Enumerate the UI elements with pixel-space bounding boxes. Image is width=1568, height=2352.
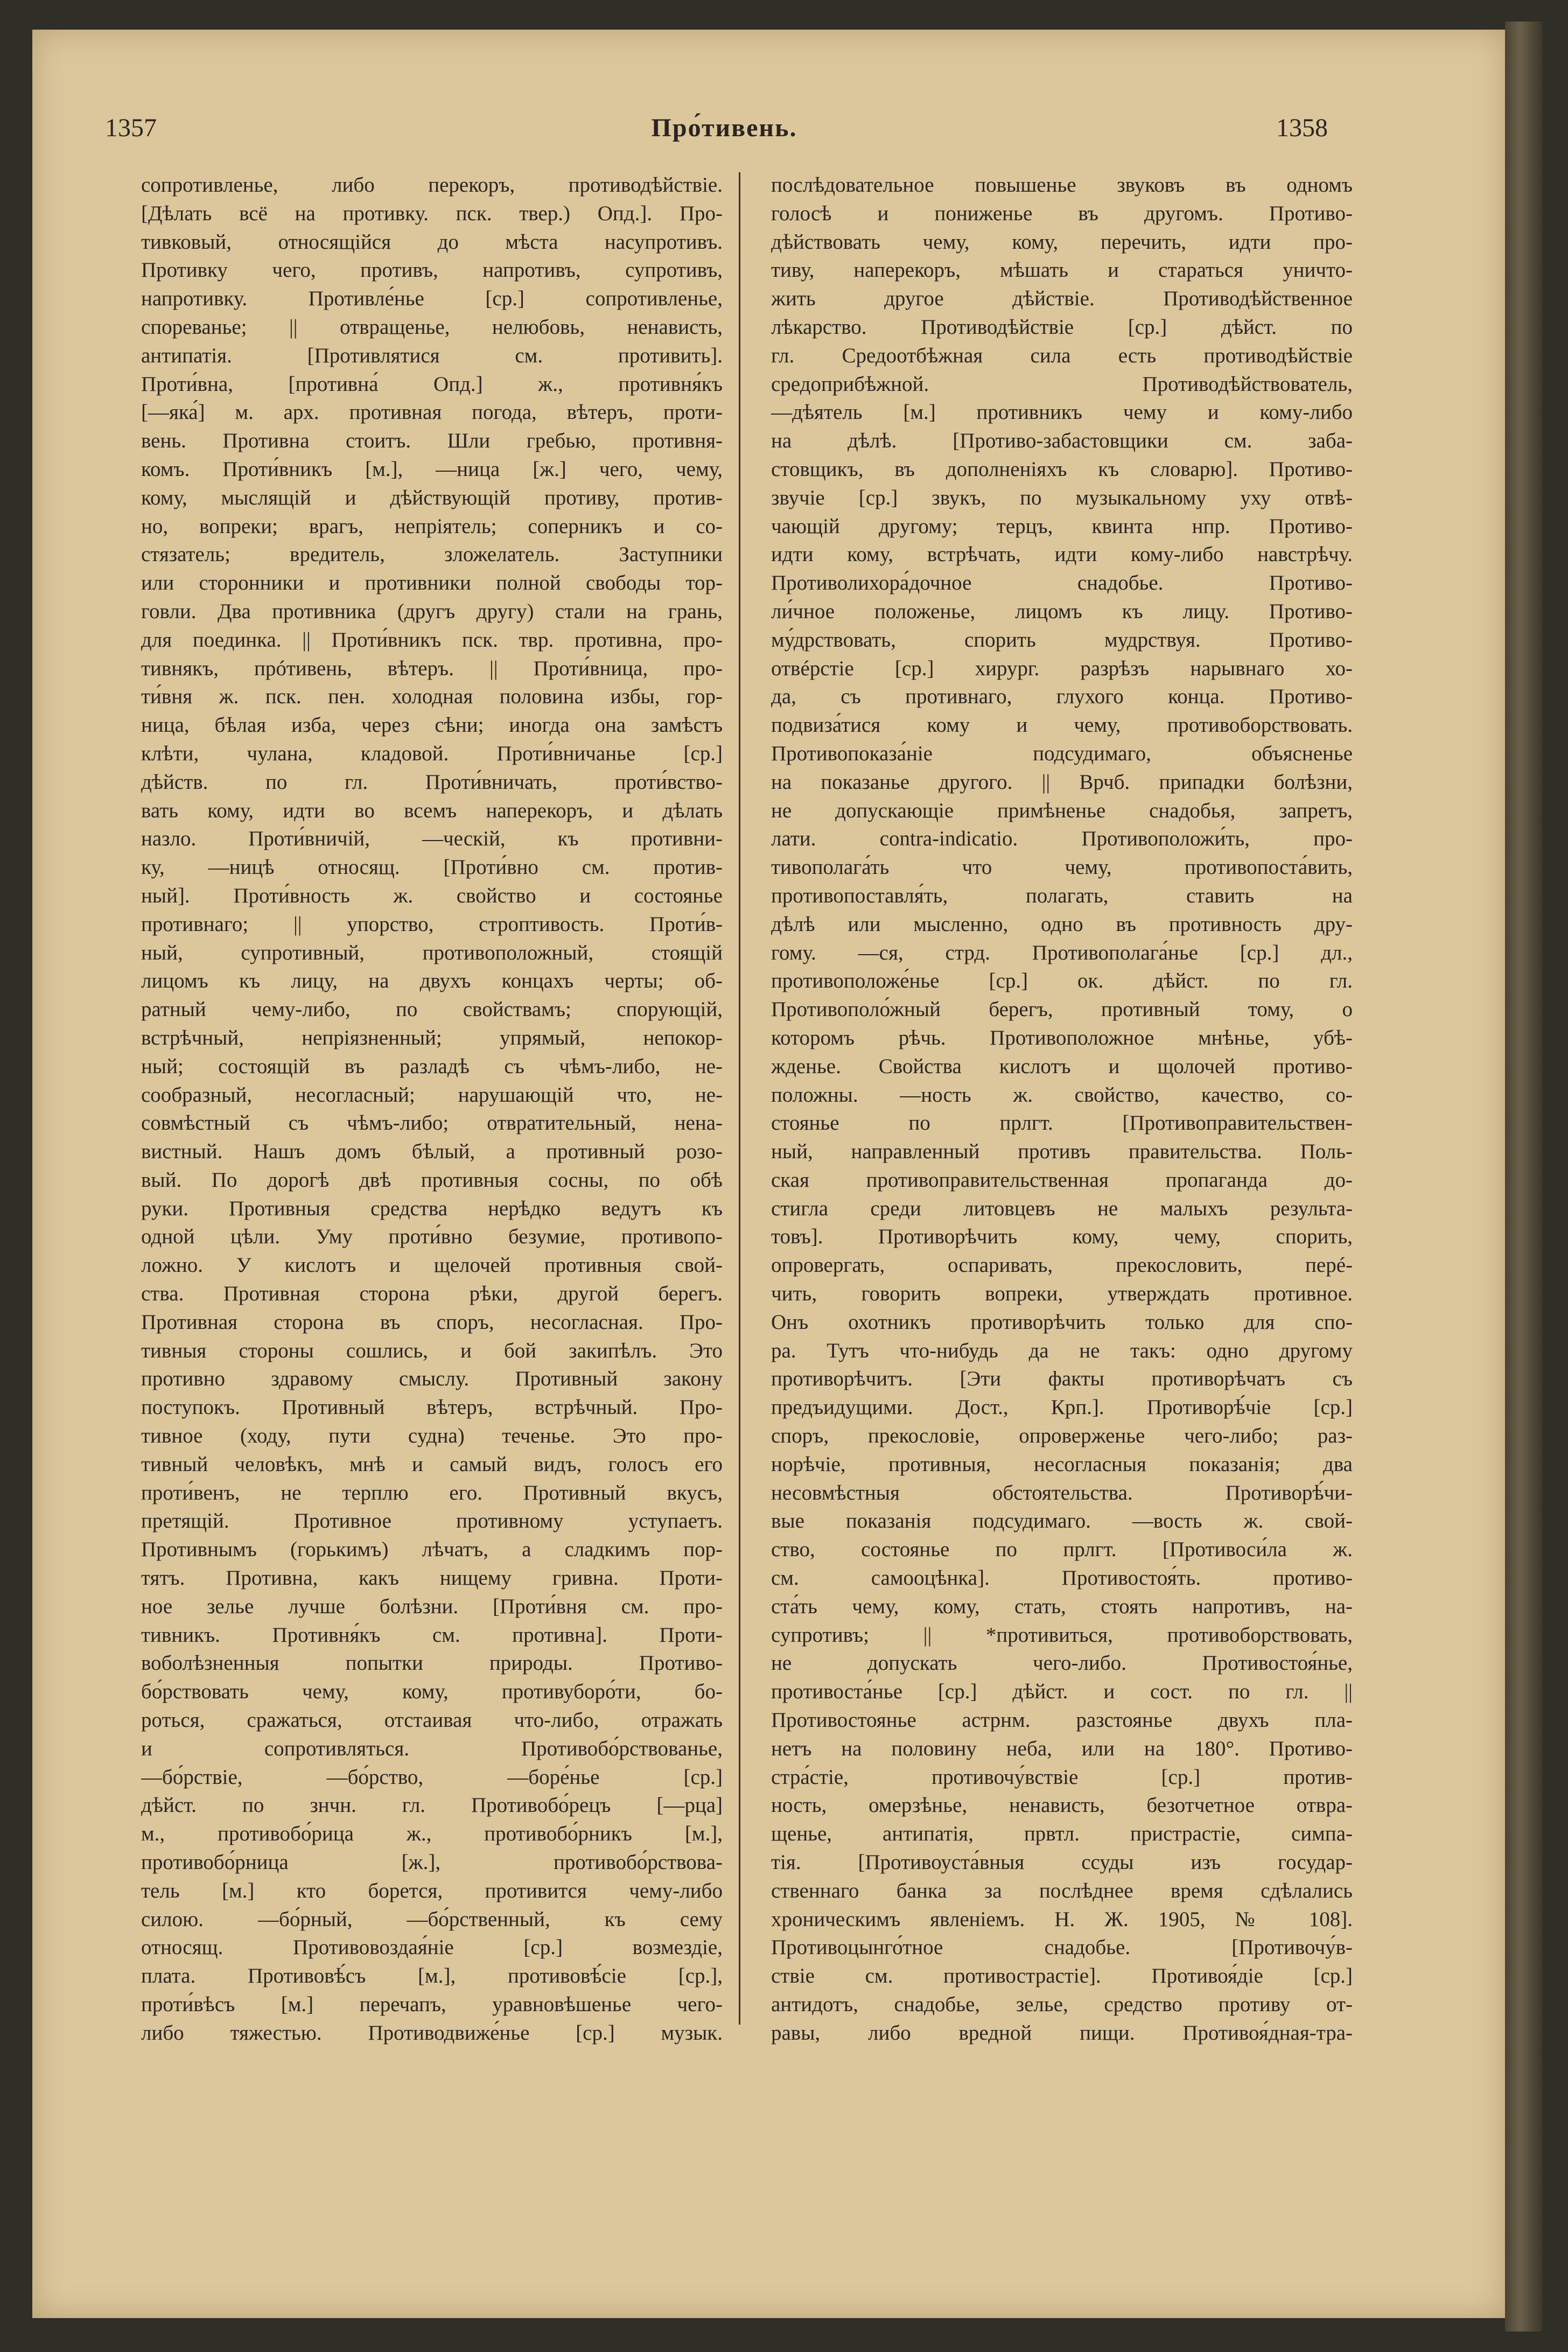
- text-line: проти́венъ, не терплю его. Противный вкусъ,: [141, 1481, 723, 1504]
- text-line: говли. Два противника (другъ другу) стали на грань,: [141, 599, 723, 623]
- text-line: ница, бѣлая изба, через сѣни; иногда она замѣстъ: [141, 713, 723, 737]
- text-line: товъ]. Противорѣчить кому, чему, спорить,: [771, 1225, 1353, 1249]
- text-line: звучіе [ср.] звукъ, по музыкальному уху отвѣ-: [771, 486, 1353, 509]
- text-line: противобо́рница [ж.], противобо́рствова-: [141, 1851, 723, 1874]
- text-line: тиву, наперекоръ, мѣшать и стараться уничто-: [771, 258, 1353, 282]
- text-line: идти кому, встрѣчать, идти кому-либо навстрѣчу.: [771, 543, 1353, 566]
- text-line: кому, мыслящій и дѣйствующій противу, против-: [141, 486, 723, 509]
- text-line: опровергать, оспаривать, прекословить, перé-: [771, 1254, 1353, 1277]
- text-line: нетъ на половину неба, или на 180°. Противо-: [771, 1737, 1353, 1760]
- text-line: ли́чное положенье, лицомъ къ лицу. Противо-: [771, 599, 1353, 623]
- text-line: Противная сторона въ споръ, несогласная. Про-: [141, 1310, 723, 1334]
- text-line: Проти́вна, [противна́ Опд.] ж., противня́къ: [141, 372, 723, 396]
- text-line: назло. Проти́вничій, —ческій, къ противни-: [141, 827, 723, 851]
- text-line: чить, говорить вопреки, утверждать противное.: [771, 1282, 1353, 1306]
- text-line: не допускать чего-либо. Противостоя́нье,: [771, 1651, 1353, 1675]
- text-line: одной цѣли. Уму проти́вно безумие, противопо-: [141, 1225, 723, 1249]
- text-line: Противку чего, противъ, напротивъ, супротивъ,: [141, 258, 723, 282]
- text-line: тивнякъ, прóтивень, вѣтеръ. || Проти́вница, про-: [141, 656, 723, 680]
- text-line: гому. —ся, стрд. Противополага́нье [ср.] дл.,: [771, 941, 1353, 964]
- text-line: вень. Противна стоитъ. Шли гребью, противня-: [141, 429, 723, 453]
- text-line: тивковый, относящійся до мѣста насупротивъ.: [141, 230, 723, 254]
- text-line: противоста́нье [ср.] дѣйст. и сост. по гл. ||: [771, 1680, 1353, 1704]
- text-line: —бо́рствіе, —бо́рство, —боре́нье [ср.]: [141, 1765, 723, 1789]
- text-line: дѣйст. по знчн. гл. Противобо́рецъ [—рца]: [141, 1794, 723, 1817]
- text-line: положны. —ность ж. свойство, качество, со-: [771, 1083, 1353, 1107]
- text-line: ный]. Проти́вность ж. свойство и состоянье: [141, 884, 723, 907]
- text-line: жденье. Свойства кислотъ и щолочей противо-: [771, 1054, 1353, 1078]
- text-line: ратный чему-либо, по свойствамъ; спорующій,: [141, 998, 723, 1021]
- text-line: споръ, прекословіе, опроверженье чего-либо; раз-: [771, 1424, 1353, 1448]
- text-line: равы, либо вредной пищи. Противоя́дная-тра-: [771, 2021, 1353, 2045]
- text-line: претящій. Противное противному уступаетъ.: [141, 1509, 723, 1533]
- running-head-title: Про́тивень.: [651, 114, 797, 142]
- text-line: голосѣ и пониженье въ другомъ. Противо-: [771, 201, 1353, 225]
- text-line: тивныя стороны сошлись, и бой закипѣлъ. Это: [141, 1339, 723, 1362]
- text-line: силою. —бо́рный, —бо́рственный, къ сему: [141, 1907, 723, 1931]
- text-line: либо тяжестью. Противодвиже́нье [ср.] музык.: [141, 2021, 723, 2045]
- text-line: супротивъ; || *противиться, противоборствовать,: [771, 1623, 1353, 1647]
- text-line: противоположе́нье [ср.] ок. дѣйст. по гл.: [771, 969, 1353, 993]
- text-line: Противолихора́дочное снадобье. Противо-: [771, 571, 1353, 595]
- text-line: хроническимъ явленіемъ. Н. Ж. 1905, № 108].: [771, 1907, 1353, 1931]
- text-line: вистный. Нашъ домъ бѣлый, а противный розо-: [141, 1140, 723, 1164]
- text-line: тивникъ. Противня́къ см. противна]. Проти-: [141, 1623, 723, 1647]
- text-line: ный, супротивный, противоположный, стоящій: [141, 941, 723, 964]
- text-line: ное зелье лучше болѣзни. [Проти́вня см. про-: [141, 1594, 723, 1618]
- text-line: Онъ охотникъ противорѣчить только для спо-: [771, 1310, 1353, 1334]
- text-line: лицомъ къ лицу, на двухъ концахъ черты; об-: [141, 969, 723, 993]
- text-line: сопротивленье, либо перекоръ, противодѣйствіе.: [141, 173, 723, 197]
- text-line: вать кому, идти во всемъ наперекоръ, и дѣлать: [141, 799, 723, 822]
- text-line: ская противоправительственная пропаганда до-: [771, 1168, 1353, 1192]
- text-line: совмѣстный съ чѣмъ-либо; отвратительный, нена-: [141, 1111, 723, 1135]
- column-divider: [739, 172, 740, 2025]
- text-line: вый. По дорогѣ двѣ противныя сосны, по обѣ: [141, 1168, 723, 1192]
- text-line: относящ. Противовоздая́ніе [ср.] возмездіе,: [141, 1936, 723, 1959]
- text-line: на дѣлѣ. [Противо-забастовщики см. заба-: [771, 429, 1353, 453]
- text-line: ку, —ницѣ относящ. [Проти́вно см. против-: [141, 856, 723, 879]
- text-line: предъидущими. Дост., Крп.]. Противорѣ́чіе [ср.]: [771, 1396, 1353, 1419]
- text-line: стовщикъ, въ дополненіяхъ къ словарю]. Противо-: [771, 457, 1353, 481]
- text-line: и сопротивляться. Противобо́рствованье,: [141, 1737, 723, 1760]
- text-line: чающій другому; терцъ, квинта нпр. Противо-: [771, 514, 1353, 538]
- text-line: тятъ. Противна, какъ нищему гривна. Проти-: [141, 1566, 723, 1590]
- text-line: или сторонники и противники полной свободы тор-: [141, 571, 723, 595]
- text-line: Противостоянье астрнм. разстоянье двухъ пла-: [771, 1709, 1353, 1732]
- right-column: [771, 171, 1353, 2048]
- text-line: Противополо́жный берегъ, противный тому, о: [771, 998, 1353, 1021]
- text-line: норѣчіе, противныя, несогласныя показанія; два: [771, 1452, 1353, 1476]
- text-line: ный, направленный противъ правительства. Поль-: [771, 1140, 1353, 1164]
- text-line: см. самооцѣнка]. Противостоя́ть. противо-: [771, 1566, 1353, 1590]
- text-line: послѣдовательное повышенье звуковъ въ одномъ: [771, 173, 1353, 197]
- text-line: противопоставля́ть, полагать, ставить на: [771, 884, 1353, 907]
- text-line: Противоцынго́тное снадобье. [Противочу́в-: [771, 1936, 1353, 1959]
- text-line: поступокъ. Противный вѣтеръ, встрѣчный. Про-: [141, 1396, 723, 1419]
- text-line: которомъ рѣчь. Противоположное мнѣнье, убѣ-: [771, 1026, 1353, 1049]
- text-line: вые показанія подсудимаго. —вость ж. свой-: [771, 1509, 1353, 1533]
- text-line: тія. [Противоуста́вныя ссуды изъ государ-: [771, 1851, 1353, 1874]
- text-line: ственнаго банка за послѣднее время сдѣлались: [771, 1879, 1353, 1902]
- text-line: противнаго; || упорство, строптивость. Проти́в-: [141, 912, 723, 936]
- text-line: лѣкарство. Противодѣйствіе [ср.] дѣйст. по: [771, 315, 1353, 339]
- text-line: проти́вѣсъ [м.] перечапъ, уравновѣшенье чего-: [141, 1993, 723, 2016]
- text-line: ложно. У кислотъ и щелочей противныя свой-: [141, 1254, 723, 1277]
- text-line: ствіе см. противострастіе]. Противоя́діе [ср.]: [771, 1964, 1353, 1988]
- text-line: стра́стіе, противочу́вствіе [ср.] против-: [771, 1765, 1353, 1789]
- text-line: тивное (ходу, пути судна) теченье. Это про-: [141, 1424, 723, 1448]
- page-number-right: 1358: [1276, 114, 1328, 142]
- text-line: роться, сражаться, отстаивая что-либо, отражать: [141, 1709, 723, 1732]
- text-line: ность, омерзѣнье, ненависть, безотчетное отвра-: [771, 1794, 1353, 1817]
- text-line: м., противобо́рица ж., противобо́рникъ [м.],: [141, 1822, 723, 1846]
- text-line: [—яка́] м. арх. противная погода, вѣтеръ, проти-: [141, 401, 723, 424]
- text-line: спореванье; || отвращенье, нелюбовь, ненависть,: [141, 315, 723, 339]
- text-line: ти́вня ж. пск. пен. холодная половина избы, гор-: [141, 685, 723, 709]
- text-line: антипатія. [Противлятися см. противить].: [141, 344, 723, 367]
- text-line: ный; состоящій въ разладѣ съ чѣмъ-либо, не-: [141, 1054, 723, 1078]
- text-line: стигла среди литовцевъ не малыхъ результа-: [771, 1196, 1353, 1220]
- text-line: противно здравому смыслу. Противный закону: [141, 1367, 723, 1391]
- text-line: сообразный, несогласный; нарушающій что, не-: [141, 1083, 723, 1107]
- text-line: дѣйствовать чему, кому, перечить, идти про-: [771, 230, 1353, 254]
- text-line: да, съ противнаго, глухого конца. Противо-: [771, 685, 1353, 709]
- text-line: жить другое дѣйствіе. Противодѣйственное: [771, 287, 1353, 311]
- text-line: ство, состоянье по прлгт. [Противоси́ла ж.: [771, 1538, 1353, 1562]
- book-edge: [1505, 22, 1543, 2332]
- text-line: лати. contra-indicatio. Противоположи́ть, про-: [771, 827, 1353, 851]
- text-line: Противнымъ (горькимъ) лѣчатъ, а сладкимъ пор-: [141, 1538, 723, 1562]
- left-column: [141, 171, 723, 2048]
- text-line: бо́рствовать чему, кому, противуборо́ти, бо-: [141, 1680, 723, 1704]
- text-line: напротивку. Противле́нье [ср.] сопротивленье,: [141, 287, 723, 311]
- text-line: не допускающіе примѣненье снадобья, запретъ,: [771, 799, 1353, 822]
- text-line: щенье, антипатія, првтл. пристрастіе, симпа-: [771, 1822, 1353, 1846]
- text-line: дѣйств. по гл. Проти́вничать, проти́вство-: [141, 770, 723, 794]
- text-line: му́дрствовать, спорить мудрствуя. Противо-: [771, 628, 1353, 652]
- text-line: для поединка. || Проти́вникъ пск. твр. противна, про-: [141, 628, 723, 652]
- text-line: средоприбѣжной. Противодѣйствователь,: [771, 372, 1353, 396]
- text-line: антидотъ, снадобье, зелье, средство противу от-: [771, 1993, 1353, 2016]
- text-line: клѣти, чулана, кладовой. Проти́вничанье [ср.]: [141, 741, 723, 765]
- text-line: —дѣятель [м.] противникъ чему и кому-либо: [771, 401, 1353, 424]
- text-line: стоянье по прлгт. [Противоправительствен-: [771, 1111, 1353, 1135]
- text-line: Противопоказа́ніе подсудимаго, объясненье: [771, 741, 1353, 765]
- text-line: стязатель; вредитель, зложелатель. Заступники: [141, 543, 723, 566]
- text-line: противорѣчитъ. [Эти факты противорѣчатъ съ: [771, 1367, 1353, 1391]
- page-number-left: 1357: [105, 114, 157, 142]
- text-line: дѣлѣ или мысленно, одно въ противность дру-: [771, 912, 1353, 936]
- text-line: тель [м.] кто борется, противится чему-либо: [141, 1879, 723, 1902]
- text-line: тивный человѣкъ, мнѣ и самый видъ, голосъ его: [141, 1452, 723, 1476]
- text-line: [Дѣлать всё на противку. пск. твер.) Опд.]. Про-: [141, 201, 723, 225]
- text-line: ства. Противная сторона рѣки, другой берегъ.: [141, 1282, 723, 1306]
- text-line: тивополага́ть что чему, противопоста́вить,: [771, 856, 1353, 879]
- text-line: на показанье другого. || Врчб. припадки болѣзни,: [771, 770, 1353, 794]
- text-line: ста́ть чему, кому, стать, стоять напротивъ, на-: [771, 1594, 1353, 1618]
- text-line: несовмѣстныя обстоятельства. Противорѣ́чи-: [771, 1481, 1353, 1504]
- text-line: подвиза́тися кому и чему, противоборствовать.: [771, 713, 1353, 737]
- text-line: комъ. Проти́вникъ [м.], —ница [ж.] чего, чему,: [141, 457, 723, 481]
- text-line: отвéрстіе [ср.] хирург. разрѣзъ нарывнаго хо-: [771, 656, 1353, 680]
- text-line: плата. Противовѣ́съ [м.], противовѣ́сіе [ср.],: [141, 1964, 723, 1988]
- text-line: но, вопреки; врагъ, непріятель; соперникъ и со-: [141, 514, 723, 538]
- text-line: воболѣзненныя попытки природы. Противо-: [141, 1651, 723, 1675]
- text-line: ра. Тутъ что-нибудь да не такъ: одно другому: [771, 1339, 1353, 1362]
- text-line: гл. Средоотбѣжная сила есть противодѣйствіе: [771, 344, 1353, 367]
- text-line: встрѣчный, непріязненный; упрямый, непокор-: [141, 1026, 723, 1049]
- text-line: руки. Противныя средства нерѣдко ведутъ къ: [141, 1196, 723, 1220]
